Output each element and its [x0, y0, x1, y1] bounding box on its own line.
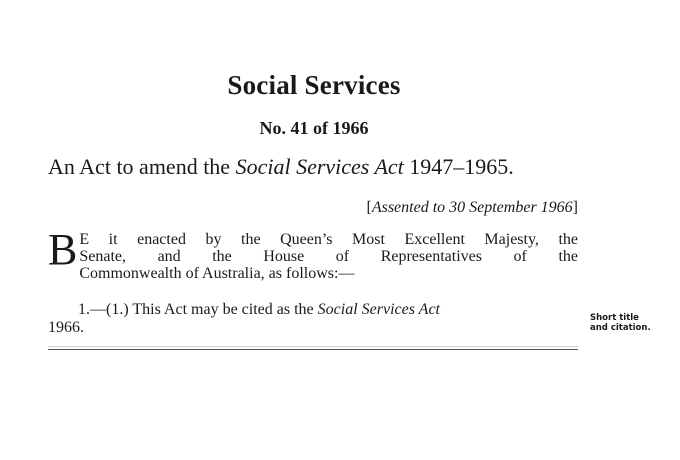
long-title-suffix: 1947–1965.	[403, 154, 514, 179]
assent-date	[366, 199, 578, 217]
section-1	[48, 301, 580, 337]
assent-close-bracket: ]	[572, 199, 578, 216]
marginal-note-line-2: and citation.	[590, 323, 651, 333]
divider-rule	[48, 349, 578, 350]
section-1-lead: 1.—(1.) This Act may be cited as the	[78, 301, 318, 318]
long-title	[48, 154, 588, 180]
long-title-act-name: Social Services Act	[235, 154, 404, 179]
act-number: No. 41 of 1966	[259, 118, 369, 138]
section-1-line-1	[48, 301, 580, 319]
enacting-formula	[48, 225, 578, 282]
divider-rule-faint	[48, 346, 578, 347]
enacting-line-2: Senate, and the House of Representatives of the	[79, 248, 578, 265]
drop-cap: B	[48, 225, 78, 274]
act-title: Social Services	[227, 70, 401, 100]
long-title-prefix: An Act to amend the	[48, 154, 236, 179]
section-1-line-2: 1966.	[48, 319, 84, 336]
assent-text: Assented to 30 September 1966	[371, 199, 573, 216]
marginal-note	[590, 313, 670, 333]
enacting-line-1: E it enacted by the Queen’s Most Excellent Majesty, the	[79, 231, 578, 248]
enacting-line-3: Commonwealth of Australia, as follows:—	[79, 265, 355, 282]
marginal-note-line-1: Short title	[590, 313, 639, 323]
assent-open-bracket: [	[366, 199, 372, 216]
section-1-act-name: Social Services Act	[317, 301, 440, 318]
